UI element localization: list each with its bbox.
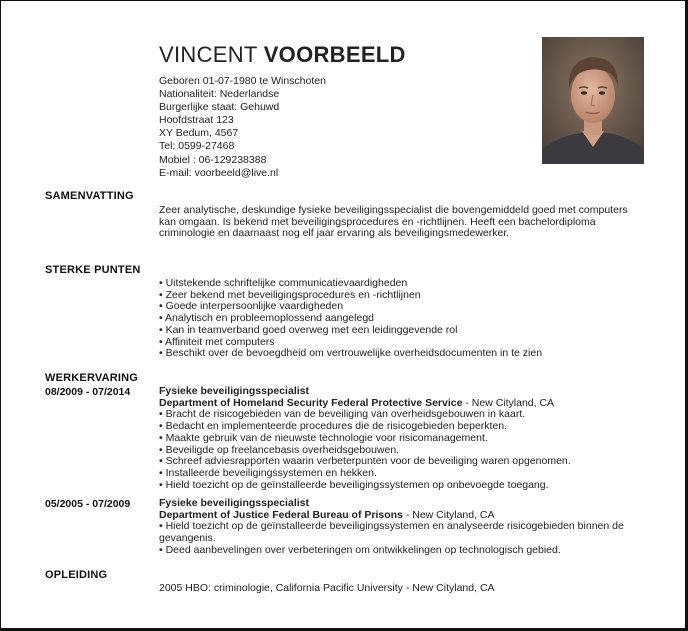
list-item: • Hield toezicht op de geïnstalleerde beveiligingssystemen op onbevoegde toegang. [159, 478, 549, 491]
list-item: • Uitstekende schriftelijke communicatievaardigheden [159, 277, 408, 289]
list-item: • Kan in teamverband goed overweg met een leidinggevende rol [159, 323, 458, 336]
section-title-strengths: STERKE PUNTEN [45, 264, 141, 276]
list-item: • Beschikt over de bevoegdheid om vertrouwelijke overheidsdocumenten in te zien [159, 347, 543, 360]
contact-line: E-mail: voorbeeld@live.nl [159, 166, 279, 179]
list-item: • Analytisch en probleemoplossend aangelegd [159, 312, 374, 325]
list-item: • Zeer bekend met beveiligingsprocedures en -richtlijnen [159, 288, 421, 301]
job-employer: Department of Homeland Security Federal Protective Service [159, 396, 463, 409]
profile-photo [542, 37, 644, 164]
first-name: VINCENT [159, 42, 258, 67]
job-location: - New Cityland, CA [462, 396, 555, 409]
contact-line: Burgerlijke staat: Gehuwd [159, 101, 280, 114]
summary-text: Zeer analytische, deskundige fysieke beveiligingsspecialist die bovengemiddeld goed met computers kan omgaan. Is bekend met beveiligingsprocedures en -richtlijnen. Heeft een bachelordiploma criminologie en daarnaast nog elf jaar ervaring als beveiligingsmedewerker. [159, 204, 628, 240]
job-dates: 08/2009 - 07/2014 [45, 386, 131, 398]
contact-line: Nationaliteit: Nederlandse [159, 88, 280, 101]
list-item: • Maakte gebruik van de nieuwste technologie voor risicomanagement. [159, 431, 488, 444]
section-title-experience: WERKERVARING [45, 372, 139, 384]
list-item: • Hield toezicht op de geïnstalleerde beveiligingssystemen en analyseerde risicogebieden binnen de gevangenis. [159, 520, 624, 545]
job-entry [159, 386, 571, 491]
list-item: • Bedacht en implementeerde procedures die de risicogebieden beperkten. [159, 420, 508, 433]
job-title: Fysieke beveiligingsspecialist [159, 385, 309, 397]
last-name: VOORBEELD [263, 42, 406, 67]
list-item: • Deed aanbevelingen over verbeteringen om ontwikkelingen op technologisch gebied. [159, 543, 561, 556]
job-location: - New Cityland, CA [402, 508, 495, 521]
candidate-name [159, 42, 406, 68]
education-text: 2005 HBO: criminologie, California Pacific University - New Cityland, CA [159, 582, 495, 594]
section-title-summary: SAMENVATTING [45, 190, 134, 202]
contact-details [159, 75, 326, 180]
list-item: • Goede interpersoonlijke vaardigheden [159, 300, 344, 313]
list-item: • Bracht de risicogebieden van de beveiliging van overheidsgebouwen in kaart. [159, 408, 526, 421]
contact-line: Tel: 0599-27468 [159, 140, 235, 153]
contact-line: Geboren 01-07-1980 te Winschoten [159, 75, 326, 87]
strengths-list [159, 278, 542, 360]
list-item: • Installeerde beveiligingssystemen en hekken. [159, 466, 377, 479]
contact-line: XY Bedum, 4567 [159, 127, 239, 140]
contact-line: Hoofdstraat 123 [159, 114, 234, 127]
list-item: • Schreef adviesrapporten waarin verbeterpunten voor de beveiliging waren opgenomen. [159, 455, 571, 468]
job-employer: Department of Justice Federal Bureau of Prisons [159, 508, 403, 521]
list-item: • Beveiligde op freelancebasis overheidsgebouwen. [159, 443, 400, 456]
list-item: • Affiniteit met computers [159, 335, 275, 348]
job-entry [159, 498, 644, 557]
job-dates: 05/2005 - 07/2009 [45, 498, 131, 510]
contact-line: Mobiel : 06-129238388 [159, 153, 267, 166]
section-title-education: OPLEIDING [45, 569, 108, 581]
profile-photo-illustration [542, 37, 644, 164]
job-title: Fysieke beveiligingsspecialist [159, 497, 309, 509]
